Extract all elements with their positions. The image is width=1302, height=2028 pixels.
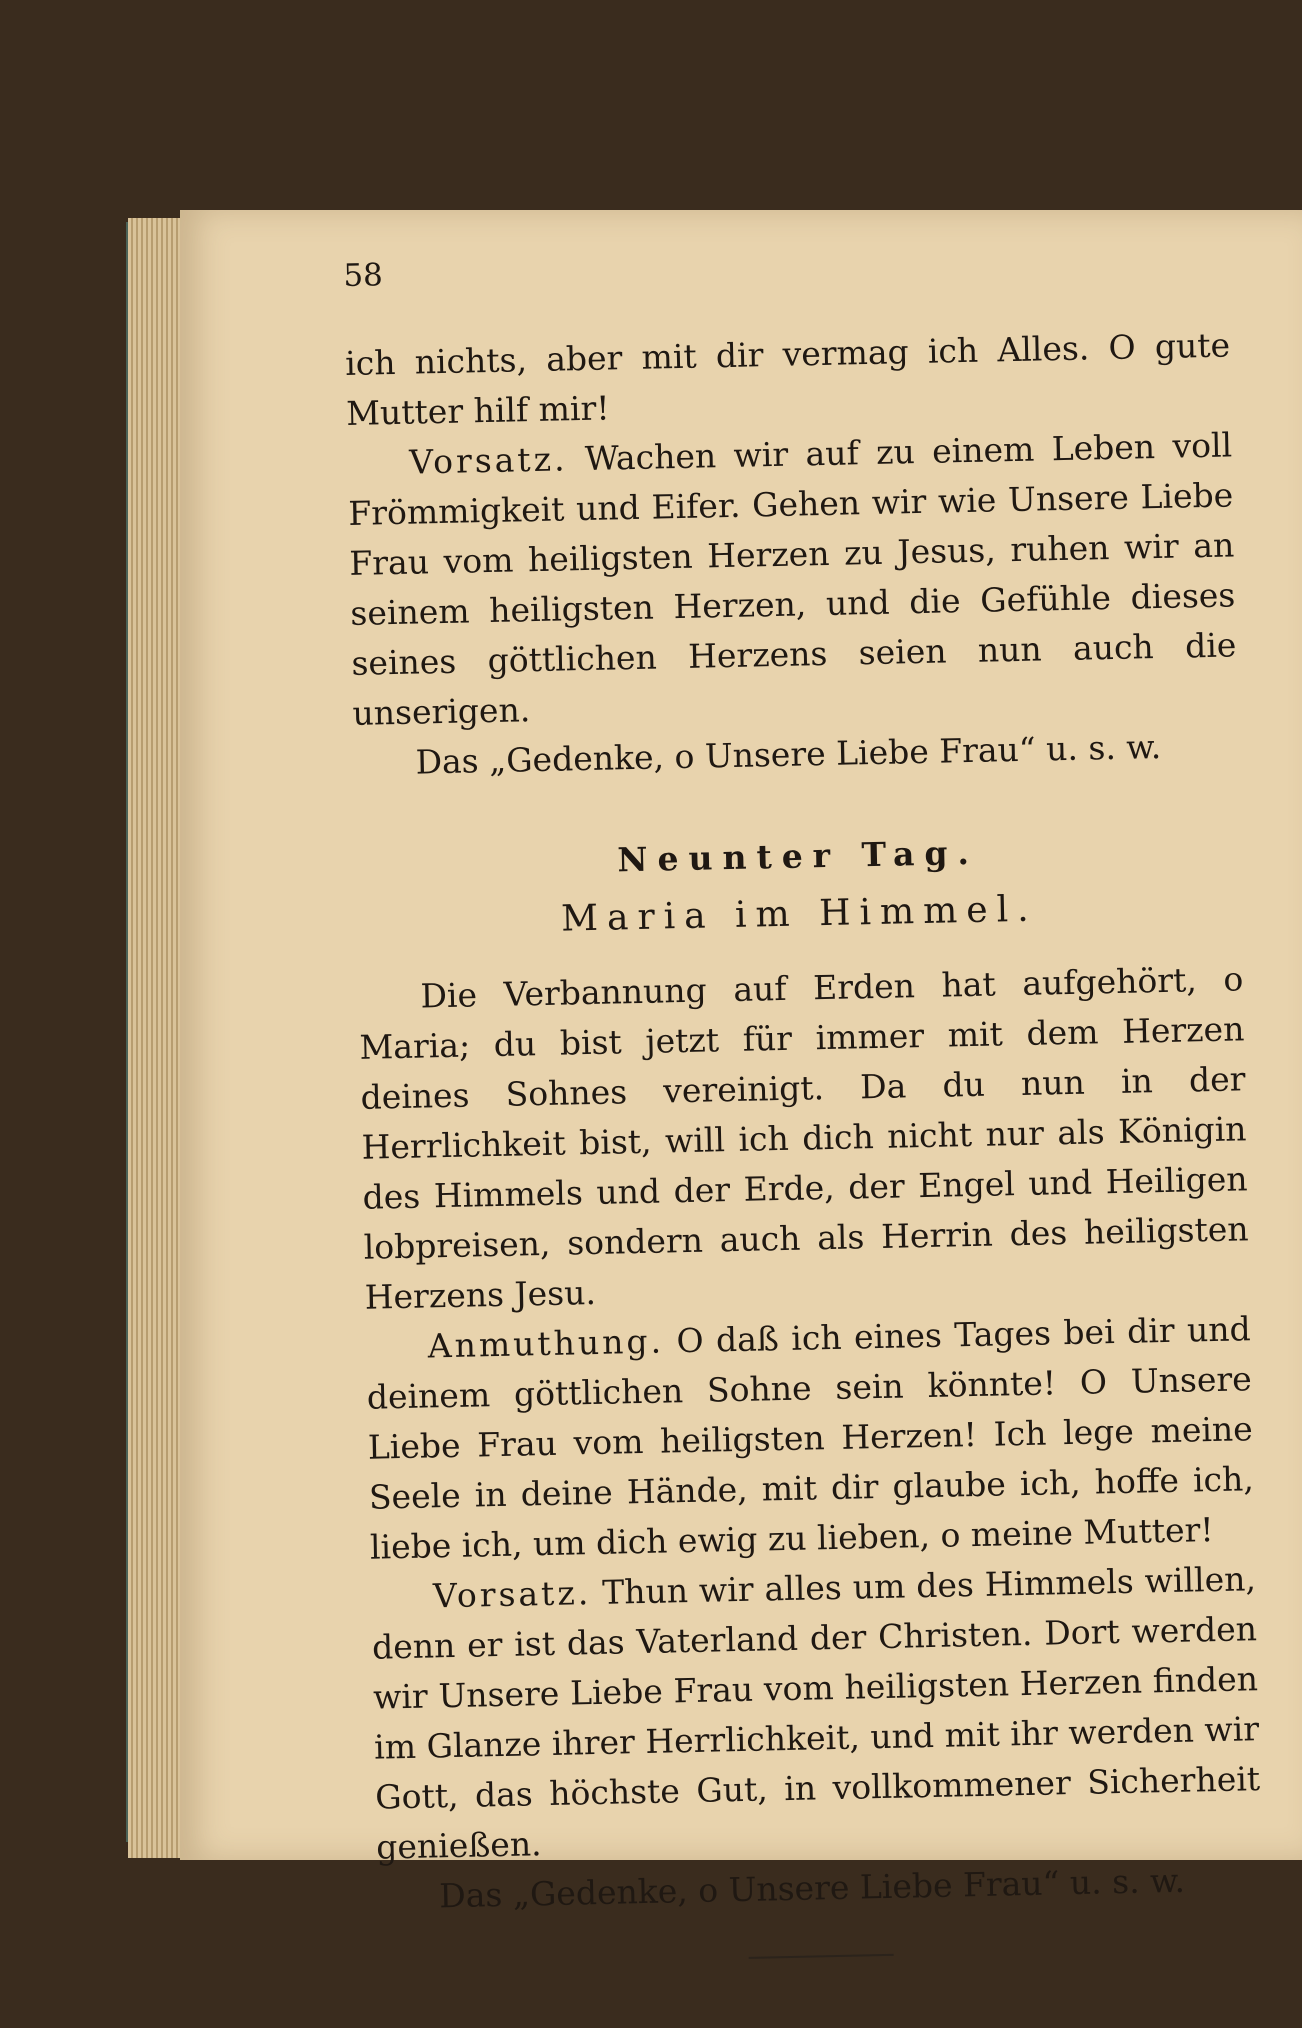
end-rule	[749, 1954, 894, 1959]
page-number: 58	[343, 257, 384, 294]
paragraph-label: Vorsatz.	[408, 439, 568, 482]
paragraph	[358, 954, 1250, 1322]
section-title: Maria im Himmel.	[560, 888, 1038, 940]
paragraph-text: Wachen wir auf zu einem Leben voll Frömmigkeit und Eifer. Gehen wir wie Unsere Liebe Frau vom heiligsten Herzen zu Jesus, ruhen wir an seinem heiligsten Herzen, und die Gefühle dieses seines göttlichen Herzens seien nun auch die unserigen.	[347, 425, 1237, 733]
paragraph-text: Thun wir alles um des Himmels willen, denn er ist das Vaterland der Christen. Dort werden wir Unsere Liebe Frau vom heiligsten Herzen finden im Glanze ihrer Herrlichkeit, und mit ihr werden wir Gott, das höchste Gut, in vollkommener Sicherheit genießen.	[371, 1559, 1261, 1867]
day-heading: Neunter Tag.	[616, 832, 980, 880]
paragraph-text: Das „Gedenke, o Unsere Liebe Frau“ u. s. w.	[438, 1860, 1186, 1916]
paragraph-label: Vorsatz.	[432, 1573, 592, 1616]
section-heading	[355, 818, 1242, 953]
paragraph-text: Die Verbannung auf Erden hat aufgehört, o Maria; du bist jetzt für immer mit dem Herzen deines Sohnes vereinigt. Da du nun in der Herrlichkeit bist, will ich dich nicht nur als Königin des Himmels und der Erde, der Engel und Heiligen lobpreisen, sondern auch als Herrin des heiligsten Herzens Jesu.	[359, 959, 1249, 1317]
paragraph	[345, 320, 1232, 439]
paragraph-text: ich nichts, aber mit dir vermag ich Alles. O gute Mutter hilf mir!	[344, 325, 1231, 433]
paragraph-text: Das „Gedenke, o Unsere Liebe Frau“ u. s. w.	[415, 726, 1162, 782]
text-block-top	[345, 320, 1239, 788]
paragraph	[371, 1554, 1262, 1872]
paragraph	[365, 1304, 1255, 1572]
text-block-bottom	[358, 954, 1263, 1922]
page-content	[343, 239, 1264, 1966]
paragraph-label: Anmuthung.	[427, 1321, 665, 1366]
paragraph	[347, 420, 1238, 738]
book-page	[180, 210, 1302, 1916]
paragraph-text: O daß ich eines Tages bei dir und deinem göttlichen Sohne sein könnte! O Unsere Liebe Frau vom heiligsten Herzen! Ich lege meine Seele in deine Hände, mit dir glaube ich, hoffe ich, liebe ich, um dich ewig zu lieben, o meine Mutter!	[366, 1309, 1255, 1567]
